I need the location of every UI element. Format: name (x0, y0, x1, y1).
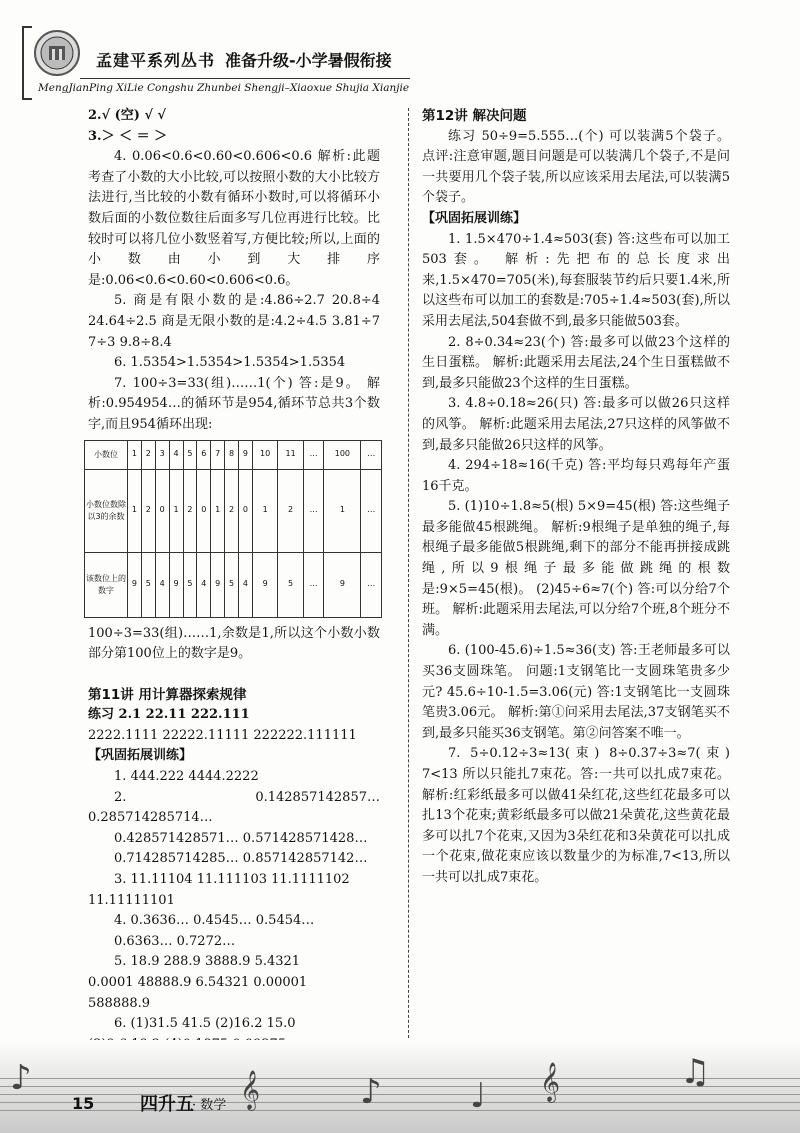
table-cell: … (303, 552, 324, 617)
exercise-3: 3. 11.11104 11.111103 11.1111102 (114, 872, 350, 888)
table-cell: 3 (155, 440, 169, 469)
series-name: 孟建平系列丛书 (96, 51, 216, 70)
exercise-6: 6. (1)31.5 41.5 (2)16.2 15.0 (114, 1016, 296, 1032)
table-cell: 5 (183, 440, 197, 469)
table-cell: 100 (324, 440, 361, 469)
table-cell: 2 (225, 469, 239, 552)
treble-clef-icon: 𝄞 (540, 1062, 561, 1102)
table-cell: 1 (128, 469, 142, 552)
table-row (85, 440, 382, 469)
table-cell: 9 (211, 552, 225, 617)
exercise-5-c: 588888.9 (88, 995, 151, 1011)
table-cell: 4 (169, 440, 183, 469)
table-cell: 2 (141, 469, 155, 552)
answer-4: 4. 0.06<0.6<0.60<0.606<0.6 解析:此题考查了小数的大小比较,可以按照小数的大小比较方法进行,当比较的小数有循环小数时,可以将循环小数后面的小数位数往后面多写几位再进行比较。比较时可以将几位小数竖着写,方便比较;所以,上面的小数由小到大排序是:0.06<0.6<0.60<0.606<0.6。 (88, 149, 380, 288)
exercise-1: 1. 444.222 4444.2222 (114, 769, 259, 785)
table-cell: 9 (324, 552, 361, 617)
exercise-5: 5. 18.9 288.9 3888.9 5.4321 (114, 954, 301, 970)
practice-11: 练习 2.1 22.11 222.111 (88, 707, 250, 723)
table-cell: 1 (169, 469, 183, 552)
table-cell: 4 (239, 552, 253, 617)
section-heading: 【巩固拓展训练】 (422, 210, 527, 226)
section-11-title: 第11讲 用计算器探索规律 (88, 686, 247, 703)
table-cell: 8 (225, 440, 239, 469)
exercise-5-b: 0.0001 48888.9 6.54321 0.00001 (88, 975, 308, 990)
table-cell: 7 (211, 440, 225, 469)
section-12-title: 第12讲 解决问题 (422, 108, 527, 124)
table-cell: 2 (278, 469, 303, 552)
table-cell: 9 (169, 552, 183, 617)
table-cell: … (303, 440, 324, 469)
music-note-icon: ♪ (360, 1072, 382, 1112)
page-header (20, 20, 780, 100)
table-cell: 9 (252, 552, 277, 617)
exercise-2-b: 0.428571428571… 0.571428571428… (114, 830, 368, 846)
table-head: 该数位上的数字 (85, 552, 128, 617)
table-cell: 1 (252, 469, 277, 552)
music-note-icon: ♩ (470, 1076, 487, 1116)
column-divider (408, 108, 409, 1058)
answer-7: 7. 100÷3=33(组)……1(个) 答:是9。 解析:0.954954…的循环节是954,循环节总共3个数字,而且954循环出现: (88, 375, 380, 432)
music-note-icon: ♪ (10, 1058, 32, 1098)
table-cell: 1 (128, 440, 142, 469)
table-cell: 6 (197, 440, 211, 469)
table-cell: 2 (141, 440, 155, 469)
exercise-4: 4. 0.3636… 0.4545… 0.5454… (114, 913, 315, 929)
answer-6: 6. 1.5354>1.5354>1.5354>1.5354 (114, 355, 346, 371)
exercise-r6: 6. (100-45.6)÷1.5≈36(支) 答:王老师最多可以买36支圆珠笔。 问题:1支钢笔比一支圆珠笔贵多少元? 45.6÷10-1.5=3.06(元) 答:1支钢笔比一支圆珠笔贵3.06元。 解析:第①问采用去尾法,37支钢笔买不到,最多只能买36支钢笔。第②问答案不唯一。 (422, 643, 730, 741)
table-cell: 9 (128, 552, 142, 617)
practice-11-cont: 2222.1111 22222.11111 222222.111111 (88, 727, 357, 743)
table-cell: 1 (324, 469, 361, 552)
staff-line (0, 1102, 800, 1103)
treble-clef-icon: 𝄞 (240, 1070, 261, 1110)
table-cell: 1 (211, 469, 225, 552)
table-cell: 4 (155, 552, 169, 617)
footer-brand: 四升五 (140, 1094, 194, 1115)
table-cell: 5 (225, 552, 239, 617)
table-row (85, 552, 382, 617)
table-cell: 2 (183, 469, 197, 552)
section-heading: 【巩固拓展训练】 (88, 748, 193, 764)
table-cell: 5 (141, 552, 155, 617)
header-rule (80, 78, 410, 79)
exercise-r2: 2. 8÷0.34≈23(个) 答:最多可以做23个这样的生日蛋糕。 解析:此题采用去尾法,24个生日蛋糕做不到,最多只能做23个这样的生日蛋糕。 (422, 334, 730, 391)
exercise-r3: 3. 4.8÷0.18≈26(只) 答:最多可以做26只这样的风筝。 解析:此题采用去尾法,27只这样的风筝做不到,最多只能做26只这样的风筝。 (422, 396, 730, 453)
table-cell: … (361, 469, 382, 552)
staff-line (0, 1110, 800, 1111)
table-cell: … (303, 469, 324, 552)
table-cell: 0 (197, 469, 211, 552)
table-cell: 9 (239, 440, 253, 469)
table-cell: … (361, 552, 382, 617)
cycle-table (84, 440, 382, 618)
table-cell: 5 (183, 552, 197, 617)
table-head: 小数位数除以3的余数 (85, 469, 128, 552)
exercise-r7: 7. 5÷0.12÷3≈13(束) 8÷0.37÷3≈7(束) 7<13 所以只能扎7束花。答:一共可以扎成7束花。 解析:红彩纸最多可以做41朵红花,这些红花最多可以扎13个花束;黄彩纸最多可以做21朵黄花,这些黄花最多可以扎7个花束,又因为3朵红花和3朵黄花可以扎成一个花束,做花束应该以数量少的为标准,7<13,所以一共可以扎成7束花。 (422, 746, 730, 885)
table-cell: 11 (278, 440, 303, 469)
logo-icon (34, 30, 80, 76)
staff-line (0, 1094, 800, 1095)
answer-3: 3.＞ ＜ ＝ ＞ (88, 128, 168, 144)
exercise-2-c: 0.714285714285… 0.857142857142… (114, 851, 368, 867)
answer-7-conclusion: 100÷3=33(组)……1,余数是1,所以这个小数小数部分第100位上的数字是9。 (88, 625, 380, 662)
header-pinyin: MengJianPing XiLie Congshu Zhunbei Shengji–Xiaoxue Shujia Xianjie (38, 82, 410, 94)
exercise-r5: 5. (1)10÷1.8≈5(根) 5×9=45(根) 答:这些绳子最多能做45根跳绳。 解析:9根绳子是单独的绳子,每根绳子最多能做5根跳绳,剩下的部分不能再拼接成跳绳,所以9根绳子最多能做跳绳的根数是:9×5=45(根)。 (2)45÷6≈7(个) 答:可以分给7个班。 解析:此题采用去尾法,可以分给7个班,8个班分不满。 (422, 499, 730, 638)
header-bracket (22, 26, 32, 100)
exercise-r4: 4. 294÷18≈16(千克) 答:平均每只鸡每年产蛋16千克。 (422, 458, 730, 494)
right-column (422, 106, 730, 889)
exercise-2: 2. 0.142857142857… 0.285714285714… (88, 789, 380, 826)
practice-12: 练习 50÷9=5.555…(个) 可以装满5个袋子。 点评:注意审题,题目问题是可以装满几个袋子,不是问一共要用几个袋子装,所以应该采用去尾法,可以装满5个袋子。 (422, 128, 730, 206)
spacer (88, 665, 380, 685)
table-row (85, 469, 382, 552)
answer-5: 5. 商是有限小数的是:4.86÷2.7 20.8÷4 24.64÷2.5 商是无限小数的是:4.2÷4.5 3.81÷7 7÷3 9.8÷8.4 (88, 293, 380, 350)
page-number: 15 (72, 1094, 95, 1113)
exercise-r1: 1. 1.5×470÷1.4≈503(套) 答:这些布可以加工503套。 解析:先把布的总长度求出来,1.5×470=705(米),每套服装节约后只要1.4米,所以这些布可以加工的套数是:705÷1.4≈503(套),所以采用去尾法,504套做不到,最多只能做503套。 (422, 231, 730, 329)
answer-2: 2.√ (空) √ √ (88, 108, 167, 123)
table-cell: 4 (197, 552, 211, 617)
table-cell: 5 (278, 552, 303, 617)
book-title: 准备升级-小学暑假衔接 (225, 51, 392, 70)
table-cell: 0 (239, 469, 253, 552)
music-note-icon: ♫ (680, 1052, 711, 1092)
exercise-3-b: 11.11111101 (88, 892, 175, 908)
left-column (88, 106, 380, 1055)
table-cell: … (361, 440, 382, 469)
table-head: 小数位 (85, 440, 128, 469)
footer-subject: · 数学 (192, 1098, 227, 1113)
table-cell: 10 (252, 440, 277, 469)
table-cell: 0 (155, 469, 169, 552)
exercise-4-b: 0.6363… 0.7272… (114, 933, 236, 949)
